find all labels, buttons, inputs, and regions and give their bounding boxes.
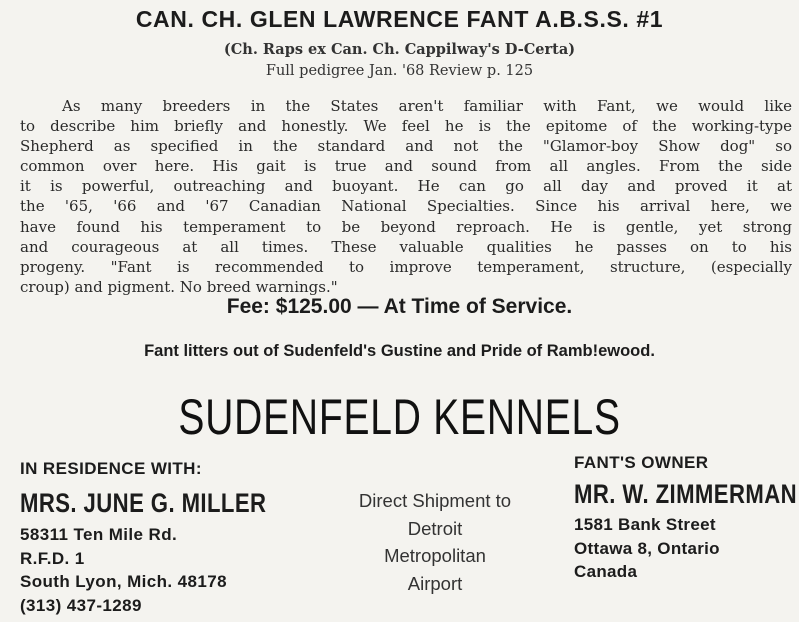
stud-fee: Fee: $125.00 — At Time of Service. xyxy=(226,295,573,318)
residence-name: MRS. JUNE G. MILLER xyxy=(20,488,267,518)
shipment-line: Metropolitan xyxy=(384,545,486,566)
owner-block xyxy=(574,453,798,584)
shipment-block xyxy=(325,487,545,597)
litters-note: Fant litters out of Sudenfeld's Gustine and Pride of Ramb!ewood. xyxy=(144,342,655,360)
address-line: 58311 Ten Mile Rd. xyxy=(20,525,178,544)
residence-block xyxy=(20,459,320,617)
address-line: South Lyon, Mich. 48178 xyxy=(20,572,227,591)
paragraph-line: to describe him briefly and honestly. We feel he is the epitome of the working-type xyxy=(20,117,792,136)
owner-address xyxy=(574,513,798,584)
address-line: Canada xyxy=(574,562,638,581)
address-line: R.F.D. 1 xyxy=(20,548,85,568)
paragraph-line: As many breeders in the States aren't familiar with Fant, we would like xyxy=(62,97,792,115)
description-paragraph xyxy=(20,96,792,297)
owner-heading: FANT'S OWNER xyxy=(574,453,709,472)
paragraph-line: the '65, '66 and '67 Canadian National Specialties. Since his arrival here, we xyxy=(20,197,792,216)
paragraph-line: and courageous at all times. These valuable qualities he passes on to his xyxy=(20,237,792,256)
pedigree-reference: Full pedigree Jan. '68 Review p. 125 xyxy=(265,63,534,79)
owner-name: MR. W. ZIMMERMAN xyxy=(574,479,798,509)
paragraph-line: Shepherd as specified in the standard and not the "Glamor-boy Show dog" so xyxy=(20,137,792,156)
address-line: 1581 Bank Street xyxy=(574,515,716,534)
phone-number: (313) 437-1289 xyxy=(20,595,142,615)
paragraph-line: common over here. His gait is true and sound from all angles. From the side xyxy=(20,157,792,176)
address-line: Ottawa 8, Ontario xyxy=(574,538,720,558)
shipment-line: Detroit xyxy=(407,517,463,539)
parentage-line: (Ch. Raps ex Can. Ch. Cappilway's D-Certa) xyxy=(223,41,576,58)
paragraph-line: progeny. "Fant is recommended to improve temperament, structure, (especially xyxy=(20,257,792,276)
ad-title: CAN. CH. GLEN LAWRENCE FANT A.B.S.S. #1 xyxy=(135,6,664,32)
paragraph-line: have found his temperament to be beyond reproach. He is gentle, yet strong xyxy=(20,217,792,236)
shipment-line: Direct Shipment to xyxy=(358,490,512,511)
kennel-name: SUDENFELD KENNELS xyxy=(178,389,621,445)
paragraph-line: it is powerful, outreaching and buoyant. He can go all day and proved it at xyxy=(20,177,792,196)
residence-heading: IN RESIDENCE WITH: xyxy=(20,459,202,478)
paragraph-line: croup) and pigment. No breed warnings." xyxy=(20,277,338,296)
residence-address xyxy=(20,523,320,617)
shipment-line: Airport xyxy=(407,572,463,594)
